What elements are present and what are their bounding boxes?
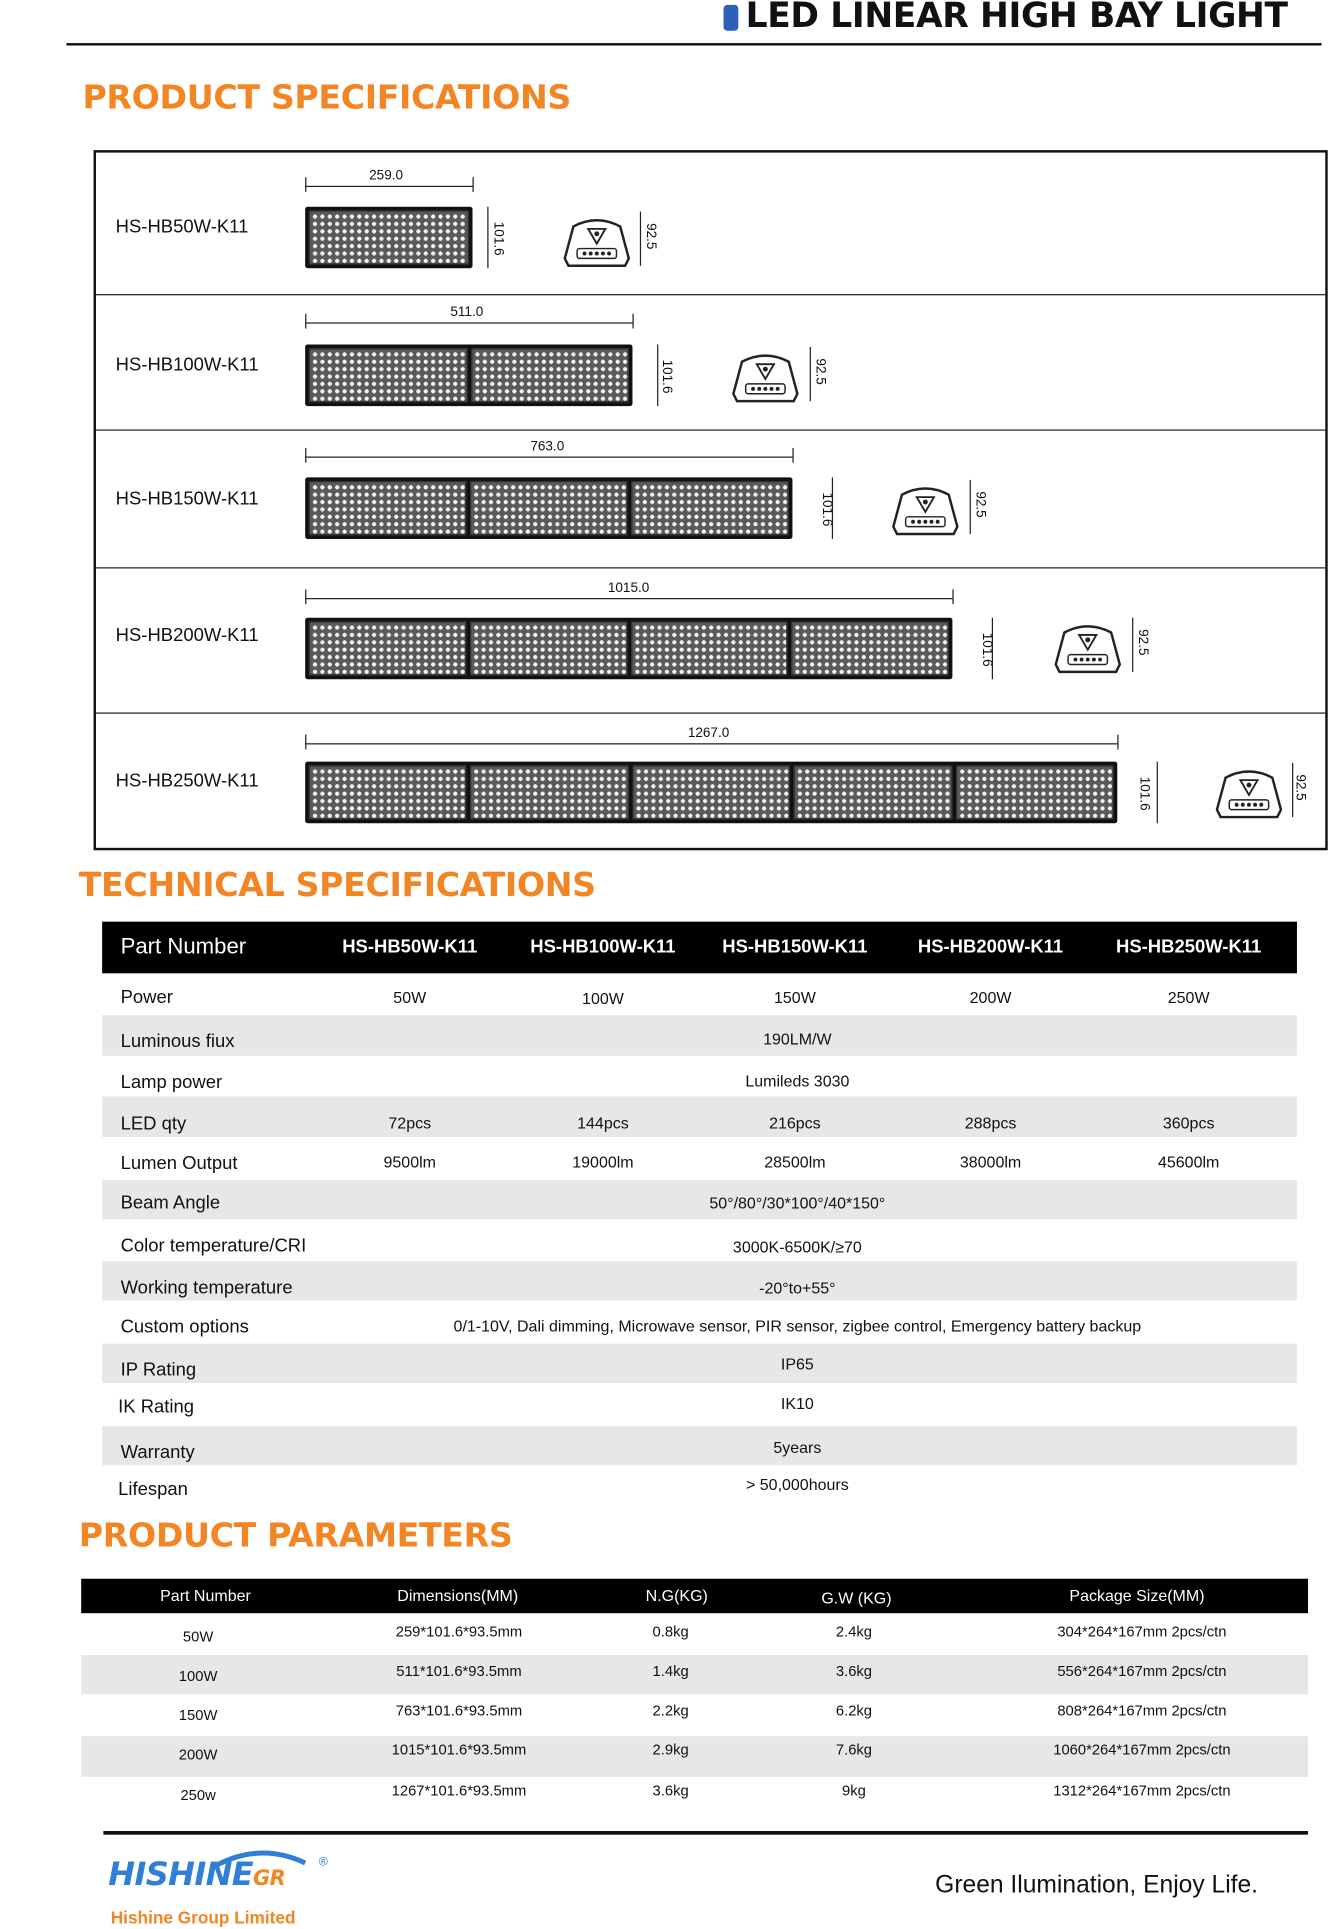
tech-row-label: Lumen Output bbox=[120, 1152, 238, 1174]
tech-cell: 28500lm bbox=[764, 1152, 826, 1172]
length-dimension-line bbox=[305, 322, 632, 323]
tech-row bbox=[102, 1261, 1297, 1300]
params-cell: 6.2kg bbox=[835, 1701, 873, 1720]
end-view-drawing bbox=[561, 212, 632, 269]
params-row bbox=[81, 1778, 1308, 1815]
params-row bbox=[81, 1655, 1308, 1694]
params-cell: 1060*264*167mm 2pcs/ctn bbox=[1053, 1741, 1231, 1759]
end-dimension: 92.5 bbox=[972, 491, 988, 518]
tech-cell: 288pcs bbox=[964, 1113, 1017, 1133]
end-dimension: 92.5 bbox=[813, 358, 828, 385]
params-cell: 2.2kg bbox=[652, 1701, 689, 1720]
tech-span-value: 190LM/W bbox=[763, 1029, 832, 1049]
tech-cell: 50W bbox=[393, 988, 427, 1007]
height-dimension-line bbox=[487, 207, 488, 269]
tech-cell: 216pcs bbox=[769, 1113, 821, 1133]
end-view-drawing bbox=[1213, 763, 1284, 820]
dim-tick bbox=[305, 177, 306, 192]
tech-cell: 100W bbox=[582, 989, 624, 1008]
tech-header-cell: Part Number bbox=[120, 933, 247, 959]
tech-row bbox=[102, 1096, 1297, 1137]
params-row bbox=[81, 1696, 1308, 1735]
params-table-header bbox=[81, 1579, 1308, 1613]
params-cell: 100W bbox=[178, 1667, 218, 1685]
params-cell: 1015*101.6*93.5mm bbox=[391, 1741, 527, 1759]
tech-span-value: > 50,000hours bbox=[745, 1475, 849, 1494]
dim-tick bbox=[305, 589, 306, 604]
tech-row-label: IP Rating bbox=[120, 1359, 197, 1381]
tech-span-value: 3000K-6500K/≥70 bbox=[732, 1237, 862, 1257]
length-dimension: 763.0 bbox=[530, 439, 565, 455]
params-row bbox=[81, 1614, 1308, 1653]
tech-span-value: 5years bbox=[773, 1438, 822, 1457]
params-header-cell: N.G(KG) bbox=[645, 1586, 708, 1605]
tech-header-cell: HS-HB150W-K11 bbox=[722, 936, 868, 958]
params-cell: 808*264*167mm 2pcs/ctn bbox=[1057, 1701, 1227, 1720]
header-divider bbox=[66, 43, 1321, 45]
params-row bbox=[81, 1736, 1308, 1777]
end-view-drawing bbox=[1052, 618, 1123, 675]
tech-row-label: Warranty bbox=[120, 1442, 195, 1464]
tech-row-label: Working temperature bbox=[120, 1277, 293, 1299]
tech-cell: 45600lm bbox=[1157, 1152, 1220, 1172]
params-cell: 0.8kg bbox=[652, 1623, 689, 1641]
length-dimension-line bbox=[305, 743, 1117, 744]
params-cell: 1267*101.6*93.5mm bbox=[391, 1781, 527, 1799]
tech-cell: 360pcs bbox=[1162, 1113, 1215, 1133]
spec-row bbox=[96, 714, 1325, 851]
length-dimension-line bbox=[305, 186, 472, 187]
tech-cell: 19000lm bbox=[572, 1152, 634, 1172]
tech-row bbox=[102, 1302, 1297, 1343]
tech-row bbox=[102, 1344, 1297, 1383]
dim-tick bbox=[632, 314, 633, 329]
tech-row bbox=[102, 1057, 1297, 1095]
height-dimension-line bbox=[657, 345, 658, 407]
end-dimension: 92.5 bbox=[1292, 774, 1308, 801]
end-view-drawing bbox=[890, 480, 961, 537]
tech-header-cell: HS-HB50W-K11 bbox=[342, 936, 478, 958]
footer-divider bbox=[103, 1831, 1308, 1835]
end-dimension-line bbox=[970, 480, 971, 534]
params-cell: 9kg bbox=[842, 1781, 866, 1799]
spec-row bbox=[96, 568, 1325, 713]
spec-model-label: HS-HB150W-K11 bbox=[115, 488, 259, 510]
end-dimension: 92.5 bbox=[1135, 629, 1151, 656]
company-logo: HISHINEGR bbox=[108, 1856, 286, 1894]
company-name: Hishine Group Limited bbox=[110, 1907, 296, 1927]
tech-row-label: Lamp power bbox=[120, 1071, 223, 1093]
params-cell: 556*264*167mm 2pcs/ctn bbox=[1057, 1662, 1227, 1680]
params-cell: 2.4kg bbox=[835, 1623, 873, 1641]
tech-row bbox=[102, 1138, 1297, 1179]
params-cell: 3.6kg bbox=[835, 1662, 873, 1680]
end-dimension-line bbox=[640, 212, 641, 266]
dim-tick bbox=[473, 177, 474, 192]
tech-row-label: Color temperature/CRI bbox=[120, 1235, 307, 1257]
params-cell: 250w bbox=[180, 1786, 216, 1804]
spec-row bbox=[96, 295, 1325, 430]
dim-tick bbox=[305, 314, 306, 329]
tech-cell: 72pcs bbox=[388, 1113, 432, 1133]
lamp-drawing bbox=[305, 762, 1117, 824]
params-cell: 7.6kg bbox=[835, 1741, 873, 1759]
length-dimension: 259.0 bbox=[369, 168, 404, 184]
tech-row bbox=[102, 1180, 1297, 1219]
product-parameters-title: PRODUCT PARAMETERS bbox=[78, 1517, 513, 1556]
technical-specs-title: TECHNICAL SPECIFICATIONS bbox=[78, 866, 596, 905]
params-cell: 150W bbox=[178, 1706, 218, 1724]
length-dimension: 1267.0 bbox=[687, 725, 730, 741]
params-cell: 3.6kg bbox=[652, 1781, 689, 1799]
length-dimension-line bbox=[305, 457, 792, 458]
tech-header-cell: HS-HB200W-K11 bbox=[917, 936, 1064, 958]
page-title: LED LINEAR HIGH BAY LIGHT bbox=[745, 0, 1288, 36]
height-dimension: 101.6 bbox=[490, 221, 506, 256]
tech-row bbox=[102, 976, 1297, 1014]
registered-mark: ® bbox=[318, 1855, 328, 1870]
tech-span-value: IK10 bbox=[780, 1394, 814, 1413]
spec-model-label: HS-HB250W-K11 bbox=[115, 770, 259, 792]
height-dimension: 101.6 bbox=[659, 359, 675, 394]
lamp-drawing bbox=[305, 345, 632, 407]
params-cell: 50W bbox=[182, 1627, 214, 1646]
length-dimension: 511.0 bbox=[450, 305, 484, 320]
params-cell: 511*101.6*93.5mm bbox=[396, 1662, 522, 1680]
footer-slogan: Green Ilumination, Enjoy Life. bbox=[935, 1871, 1259, 1899]
end-dimension: 92.5 bbox=[643, 223, 658, 250]
tech-cell: 250W bbox=[1167, 988, 1210, 1007]
tech-span-value: Lumileds 3030 bbox=[745, 1071, 850, 1091]
tech-row bbox=[102, 1384, 1297, 1425]
tech-row-label: LED qty bbox=[120, 1113, 187, 1135]
tech-row-label: Power bbox=[120, 986, 173, 1008]
tech-row-label: Custom options bbox=[120, 1316, 249, 1338]
end-view-drawing bbox=[730, 347, 801, 404]
product-specs-title: PRODUCT SPECIFICATIONS bbox=[82, 78, 571, 117]
tech-cell: 144pcs bbox=[577, 1113, 629, 1133]
params-header-cell: Part Number bbox=[160, 1586, 251, 1605]
tech-row-label: Luminous fiux bbox=[120, 1031, 235, 1053]
lamp-drawing bbox=[305, 618, 952, 680]
params-header-cell: Package Size(MM) bbox=[1069, 1586, 1205, 1605]
tech-cell: 150W bbox=[774, 988, 816, 1007]
tech-table-header bbox=[102, 922, 1297, 974]
end-dimension-line bbox=[810, 347, 811, 401]
spec-model-label: HS-HB100W-K11 bbox=[115, 354, 259, 376]
dim-tick bbox=[1117, 735, 1118, 750]
height-dimension: 101.6 bbox=[979, 632, 994, 667]
tech-row-label: IK Rating bbox=[118, 1396, 195, 1418]
params-cell: 259*101.6*93.5mm bbox=[395, 1623, 523, 1641]
tech-row bbox=[102, 1467, 1297, 1506]
end-dimension-line bbox=[1132, 618, 1133, 672]
params-header-cell: G.W (KG) bbox=[821, 1588, 892, 1608]
spec-model-label: HS-HB50W-K11 bbox=[115, 216, 249, 238]
params-cell: 2.9kg bbox=[652, 1741, 689, 1759]
tech-span-value: 0/1-10V, Dali dimming, Microwave sensor, PIR sensor, zigbee control, Emergency battery backup bbox=[453, 1316, 1142, 1336]
tech-row bbox=[102, 1015, 1297, 1056]
height-dimension: 101.6 bbox=[819, 492, 834, 527]
height-dimension: 101.6 bbox=[1136, 776, 1152, 811]
dim-tick bbox=[305, 735, 306, 750]
spec-row bbox=[96, 153, 1325, 296]
tech-header-cell: HS-HB250W-K11 bbox=[1116, 936, 1262, 958]
params-header-cell: Dimensions(MM) bbox=[397, 1586, 519, 1605]
tech-cell: 200W bbox=[969, 988, 1012, 1007]
tech-span-value: 50°/80°/30*100°/40*150° bbox=[709, 1193, 886, 1213]
lamp-drawing bbox=[305, 477, 792, 539]
tech-header-cell: HS-HB100W-K11 bbox=[530, 936, 676, 958]
tech-span-value: IP65 bbox=[780, 1354, 814, 1374]
dim-tick bbox=[952, 589, 953, 604]
params-cell: 1312*264*167mm 2pcs/ctn bbox=[1053, 1781, 1231, 1799]
header-accent-bar bbox=[724, 5, 739, 31]
length-dimension: 1015.0 bbox=[607, 580, 650, 596]
params-cell: 763*101.6*93.5mm bbox=[395, 1701, 523, 1720]
height-dimension-line bbox=[1157, 762, 1158, 824]
tech-row-label: Beam Angle bbox=[120, 1192, 221, 1214]
product-specs-box bbox=[94, 150, 1328, 850]
spec-model-label: HS-HB200W-K11 bbox=[115, 625, 259, 647]
spec-row bbox=[96, 431, 1325, 569]
tech-row-label: Lifespan bbox=[118, 1479, 188, 1500]
tech-cell: 9500lm bbox=[383, 1152, 436, 1172]
tech-row bbox=[102, 1426, 1297, 1465]
params-cell: 304*264*167mm 2pcs/ctn bbox=[1057, 1623, 1227, 1641]
tech-row bbox=[102, 1221, 1297, 1260]
tech-cell: 38000lm bbox=[959, 1152, 1022, 1172]
lamp-drawing bbox=[305, 207, 472, 269]
tech-span-value: -20°to+55° bbox=[759, 1278, 836, 1297]
length-dimension-line bbox=[305, 598, 952, 599]
dim-tick bbox=[305, 448, 306, 463]
params-cell: 200W bbox=[178, 1746, 218, 1764]
params-cell: 1.4kg bbox=[652, 1662, 689, 1680]
dim-tick bbox=[792, 448, 793, 463]
